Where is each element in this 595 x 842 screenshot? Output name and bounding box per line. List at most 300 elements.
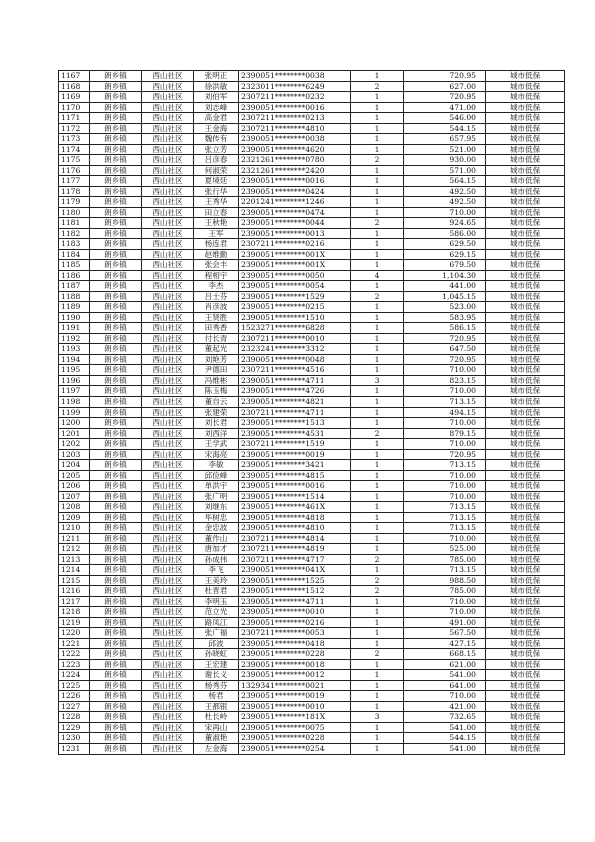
household-size-cell: 1 bbox=[351, 470, 404, 481]
town-cell: 朗乡镇 bbox=[90, 586, 142, 597]
category-cell: 城市低保 bbox=[486, 239, 565, 250]
table-row bbox=[59, 481, 565, 492]
town-cell: 朗乡镇 bbox=[90, 533, 142, 544]
household-size-cell: 1 bbox=[351, 302, 404, 313]
table-row bbox=[59, 123, 565, 134]
town-cell: 朗乡镇 bbox=[90, 659, 142, 670]
town-cell: 朗乡镇 bbox=[90, 649, 142, 660]
community-cell: 西山社区 bbox=[142, 502, 194, 513]
category-cell: 城市低保 bbox=[486, 670, 565, 681]
serial-number-cell: 1183 bbox=[59, 239, 90, 250]
amount-cell: 710.00 bbox=[404, 365, 486, 376]
amount-cell: 720.95 bbox=[404, 333, 486, 344]
household-size-cell: 1 bbox=[351, 460, 404, 471]
name-cell: 李敏 bbox=[194, 460, 239, 471]
table-row bbox=[59, 386, 565, 397]
community-cell: 西山社区 bbox=[142, 344, 194, 355]
serial-number-cell: 1185 bbox=[59, 260, 90, 271]
category-cell: 城市低保 bbox=[486, 586, 565, 597]
category-cell: 城市低保 bbox=[486, 659, 565, 670]
amount-cell: 541.00 bbox=[404, 670, 486, 681]
serial-number-cell: 1174 bbox=[59, 144, 90, 155]
household-size-cell: 1 bbox=[351, 386, 404, 397]
category-cell: 城市低保 bbox=[486, 407, 565, 418]
community-cell: 西山社区 bbox=[142, 659, 194, 670]
serial-number-cell: 1220 bbox=[59, 628, 90, 639]
id-number-cell: 2390051********1512 bbox=[239, 586, 351, 597]
id-number-cell: 2390051********1514 bbox=[239, 491, 351, 502]
serial-number-cell: 1205 bbox=[59, 470, 90, 481]
serial-number-cell: 1188 bbox=[59, 291, 90, 302]
town-cell: 朗乡镇 bbox=[90, 491, 142, 502]
name-cell: 李明玉 bbox=[194, 596, 239, 607]
name-cell: 毕树忠 bbox=[194, 512, 239, 523]
table-row bbox=[59, 113, 565, 124]
household-size-cell: 1 bbox=[351, 744, 404, 755]
town-cell: 朗乡镇 bbox=[90, 333, 142, 344]
table-row bbox=[59, 407, 565, 418]
table-row bbox=[59, 270, 565, 281]
serial-number-cell: 1228 bbox=[59, 712, 90, 723]
table-row bbox=[59, 439, 565, 450]
serial-number-cell: 1190 bbox=[59, 312, 90, 323]
amount-cell: 720.95 bbox=[404, 354, 486, 365]
category-cell: 城市低保 bbox=[486, 375, 565, 386]
table-row bbox=[59, 354, 565, 365]
community-cell: 西山社区 bbox=[142, 744, 194, 755]
name-cell: 杜长岭 bbox=[194, 712, 239, 723]
community-cell: 西山社区 bbox=[142, 638, 194, 649]
amount-cell: 988.50 bbox=[404, 575, 486, 586]
id-number-cell: 2390051********0215 bbox=[239, 302, 351, 313]
id-number-cell: 2390051********1513 bbox=[239, 418, 351, 429]
community-cell: 西山社区 bbox=[142, 523, 194, 534]
amount-cell: 785.00 bbox=[404, 554, 486, 565]
amount-cell: 586.15 bbox=[404, 323, 486, 334]
community-cell: 西山社区 bbox=[142, 407, 194, 418]
community-cell: 西山社区 bbox=[142, 544, 194, 555]
name-cell: 田立春 bbox=[194, 207, 239, 218]
household-size-cell: 1 bbox=[351, 596, 404, 607]
table-row bbox=[59, 649, 565, 660]
name-cell: 王金海 bbox=[194, 123, 239, 134]
name-cell: 刘长君 bbox=[194, 418, 239, 429]
table-row bbox=[59, 744, 565, 755]
household-size-cell: 1 bbox=[351, 354, 404, 365]
category-cell: 城市低保 bbox=[486, 596, 565, 607]
name-cell: 董作山 bbox=[194, 533, 239, 544]
name-cell: 王都银 bbox=[194, 701, 239, 712]
household-size-cell: 2 bbox=[351, 649, 404, 660]
amount-cell: 710.00 bbox=[404, 386, 486, 397]
household-size-cell: 1 bbox=[351, 365, 404, 376]
household-size-cell: 1 bbox=[351, 113, 404, 124]
name-cell: 孙成伟 bbox=[194, 554, 239, 565]
community-cell: 西山社区 bbox=[142, 270, 194, 281]
town-cell: 朗乡镇 bbox=[90, 302, 142, 313]
id-number-cell: 2390051********4711 bbox=[239, 375, 351, 386]
category-cell: 城市低保 bbox=[486, 575, 565, 586]
name-cell: 李飞 bbox=[194, 565, 239, 576]
serial-number-cell: 1173 bbox=[59, 134, 90, 145]
community-cell: 西山社区 bbox=[142, 418, 194, 429]
table-row bbox=[59, 249, 565, 260]
category-cell: 城市低保 bbox=[486, 312, 565, 323]
serial-number-cell: 1221 bbox=[59, 638, 90, 649]
table-row bbox=[59, 460, 565, 471]
id-number-cell: 2390051********0016 bbox=[239, 102, 351, 113]
community-cell: 西山社区 bbox=[142, 354, 194, 365]
name-cell: 杨君 bbox=[194, 691, 239, 702]
amount-cell: 713.15 bbox=[404, 523, 486, 534]
table-row bbox=[59, 186, 565, 197]
town-cell: 朗乡镇 bbox=[90, 544, 142, 555]
amount-cell: 544.15 bbox=[404, 733, 486, 744]
community-cell: 西山社区 bbox=[142, 449, 194, 460]
community-cell: 西山社区 bbox=[142, 733, 194, 744]
relief-roster-table bbox=[58, 70, 565, 755]
town-cell: 朗乡镇 bbox=[90, 144, 142, 155]
id-number-cell: 2390051********0054 bbox=[239, 281, 351, 292]
amount-cell: 710.00 bbox=[404, 481, 486, 492]
town-cell: 朗乡镇 bbox=[90, 712, 142, 723]
town-cell: 朗乡镇 bbox=[90, 439, 142, 450]
community-cell: 西山社区 bbox=[142, 281, 194, 292]
name-cell: 赵维勤 bbox=[194, 249, 239, 260]
id-number-cell: 2307211********0010 bbox=[239, 333, 351, 344]
community-cell: 西山社区 bbox=[142, 470, 194, 481]
serial-number-cell: 1230 bbox=[59, 733, 90, 744]
name-cell: 程相宇 bbox=[194, 270, 239, 281]
community-cell: 西山社区 bbox=[142, 134, 194, 145]
id-number-cell: 2390051********4726 bbox=[239, 386, 351, 397]
household-size-cell: 1 bbox=[351, 481, 404, 492]
town-cell: 朗乡镇 bbox=[90, 249, 142, 260]
id-number-cell: 2390051********0038 bbox=[239, 71, 351, 82]
category-cell: 城市低保 bbox=[486, 460, 565, 471]
id-number-cell: 2390051********4531 bbox=[239, 428, 351, 439]
id-number-cell: 2390051********0050 bbox=[239, 270, 351, 281]
category-cell: 城市低保 bbox=[486, 428, 565, 439]
amount-cell: 1,104.30 bbox=[404, 270, 486, 281]
category-cell: 城市低保 bbox=[486, 712, 565, 723]
town-cell: 朗乡镇 bbox=[90, 218, 142, 229]
serial-number-cell: 1203 bbox=[59, 449, 90, 460]
id-number-cell: 2307211********4810 bbox=[239, 123, 351, 134]
table-row bbox=[59, 418, 565, 429]
amount-cell: 710.00 bbox=[404, 418, 486, 429]
community-cell: 西山社区 bbox=[142, 554, 194, 565]
community-cell: 西山社区 bbox=[142, 102, 194, 113]
town-cell: 朗乡镇 bbox=[90, 722, 142, 733]
serial-number-cell: 1215 bbox=[59, 575, 90, 586]
serial-number-cell: 1178 bbox=[59, 186, 90, 197]
name-cell: 吕彦春 bbox=[194, 155, 239, 166]
category-cell: 城市低保 bbox=[486, 512, 565, 523]
household-size-cell: 1 bbox=[351, 281, 404, 292]
amount-cell: 710.00 bbox=[404, 491, 486, 502]
community-cell: 西山社区 bbox=[142, 596, 194, 607]
town-cell: 朗乡镇 bbox=[90, 197, 142, 208]
amount-cell: 441.00 bbox=[404, 281, 486, 292]
category-cell: 城市低保 bbox=[486, 123, 565, 134]
amount-cell: 494.15 bbox=[404, 407, 486, 418]
household-size-cell: 1 bbox=[351, 176, 404, 187]
serial-number-cell: 1217 bbox=[59, 596, 90, 607]
household-size-cell: 2 bbox=[351, 586, 404, 597]
serial-number-cell: 1224 bbox=[59, 670, 90, 681]
amount-cell: 710.00 bbox=[404, 207, 486, 218]
amount-cell: 713.15 bbox=[404, 512, 486, 523]
name-cell: 谢长义 bbox=[194, 670, 239, 681]
serial-number-cell: 1170 bbox=[59, 102, 90, 113]
community-cell: 西山社区 bbox=[142, 218, 194, 229]
table-row bbox=[59, 71, 565, 82]
table-row bbox=[59, 134, 565, 145]
id-number-cell: 2390051********0474 bbox=[239, 207, 351, 218]
amount-cell: 713.15 bbox=[404, 502, 486, 513]
amount-cell: 710.00 bbox=[404, 439, 486, 450]
household-size-cell: 1 bbox=[351, 502, 404, 513]
id-number-cell: 1329341********0021 bbox=[239, 680, 351, 691]
community-cell: 西山社区 bbox=[142, 617, 194, 628]
category-cell: 城市低保 bbox=[486, 207, 565, 218]
table-row bbox=[59, 701, 565, 712]
table-row bbox=[59, 638, 565, 649]
category-cell: 城市低保 bbox=[486, 386, 565, 397]
town-cell: 朗乡镇 bbox=[90, 481, 142, 492]
serial-number-cell: 1212 bbox=[59, 544, 90, 555]
serial-number-cell: 1182 bbox=[59, 228, 90, 239]
community-cell: 西山社区 bbox=[142, 460, 194, 471]
community-cell: 西山社区 bbox=[142, 565, 194, 576]
town-cell: 朗乡镇 bbox=[90, 628, 142, 639]
name-cell: 金忠波 bbox=[194, 523, 239, 534]
household-size-cell: 1 bbox=[351, 134, 404, 145]
category-cell: 城市低保 bbox=[486, 281, 565, 292]
household-size-cell: 1 bbox=[351, 680, 404, 691]
serial-number-cell: 1211 bbox=[59, 533, 90, 544]
id-number-cell: 2390051********0010 bbox=[239, 607, 351, 618]
serial-number-cell: 1197 bbox=[59, 386, 90, 397]
id-number-cell: 2307211********4717 bbox=[239, 554, 351, 565]
household-size-cell: 3 bbox=[351, 712, 404, 723]
category-cell: 城市低保 bbox=[486, 144, 565, 155]
community-cell: 西山社区 bbox=[142, 302, 194, 313]
amount-cell: 523.00 bbox=[404, 302, 486, 313]
category-cell: 城市低保 bbox=[486, 270, 565, 281]
town-cell: 朗乡镇 bbox=[90, 418, 142, 429]
serial-number-cell: 1229 bbox=[59, 722, 90, 733]
name-cell: 张立芳 bbox=[194, 144, 239, 155]
name-cell: 刘志峰 bbox=[194, 102, 239, 113]
town-cell: 朗乡镇 bbox=[90, 565, 142, 576]
category-cell: 城市低保 bbox=[486, 197, 565, 208]
serial-number-cell: 1214 bbox=[59, 565, 90, 576]
table-row bbox=[59, 659, 565, 670]
name-cell: 夏境廷 bbox=[194, 176, 239, 187]
town-cell: 朗乡镇 bbox=[90, 102, 142, 113]
community-cell: 西山社区 bbox=[142, 207, 194, 218]
name-cell: 田秀香 bbox=[194, 323, 239, 334]
name-cell: 王美玲 bbox=[194, 575, 239, 586]
amount-cell: 541.00 bbox=[404, 744, 486, 755]
id-number-cell: 2307211********4819 bbox=[239, 544, 351, 555]
community-cell: 西山社区 bbox=[142, 491, 194, 502]
community-cell: 西山社区 bbox=[142, 701, 194, 712]
serial-number-cell: 1202 bbox=[59, 439, 90, 450]
serial-number-cell: 1179 bbox=[59, 197, 90, 208]
amount-cell: 627.00 bbox=[404, 81, 486, 92]
amount-cell: 546.00 bbox=[404, 113, 486, 124]
table-row bbox=[59, 144, 565, 155]
household-size-cell: 1 bbox=[351, 733, 404, 744]
id-number-cell: 2390051********4810 bbox=[239, 523, 351, 534]
serial-number-cell: 1201 bbox=[59, 428, 90, 439]
town-cell: 朗乡镇 bbox=[90, 512, 142, 523]
id-number-cell: 1523271********6828 bbox=[239, 323, 351, 334]
community-cell: 西山社区 bbox=[142, 144, 194, 155]
name-cell: 王秀华 bbox=[194, 197, 239, 208]
town-cell: 朗乡镇 bbox=[90, 680, 142, 691]
community-cell: 西山社区 bbox=[142, 628, 194, 639]
id-number-cell: 2390051********4620 bbox=[239, 144, 351, 155]
serial-number-cell: 1186 bbox=[59, 270, 90, 281]
household-size-cell: 3 bbox=[351, 375, 404, 386]
id-number-cell: 2307211********4711 bbox=[239, 407, 351, 418]
id-number-cell: 2307211********0216 bbox=[239, 239, 351, 250]
category-cell: 城市低保 bbox=[486, 81, 565, 92]
id-number-cell: 2307211********0232 bbox=[239, 92, 351, 103]
community-cell: 西山社区 bbox=[142, 439, 194, 450]
household-size-cell: 2 bbox=[351, 155, 404, 166]
table-row bbox=[59, 470, 565, 481]
category-cell: 城市低保 bbox=[486, 481, 565, 492]
category-cell: 城市低保 bbox=[486, 733, 565, 744]
serial-number-cell: 1218 bbox=[59, 607, 90, 618]
name-cell: 杨秀芬 bbox=[194, 680, 239, 691]
amount-cell: 621.00 bbox=[404, 659, 486, 670]
category-cell: 城市低保 bbox=[486, 71, 565, 82]
amount-cell: 879.15 bbox=[404, 428, 486, 439]
category-cell: 城市低保 bbox=[486, 228, 565, 239]
household-size-cell: 1 bbox=[351, 228, 404, 239]
town-cell: 朗乡镇 bbox=[90, 92, 142, 103]
town-cell: 朗乡镇 bbox=[90, 113, 142, 124]
table-row bbox=[59, 197, 565, 208]
category-cell: 城市低保 bbox=[486, 344, 565, 355]
household-size-cell: 1 bbox=[351, 607, 404, 618]
table-row bbox=[59, 323, 565, 334]
table-row bbox=[59, 607, 565, 618]
roster-body bbox=[59, 71, 565, 755]
serial-number-cell: 1191 bbox=[59, 323, 90, 334]
town-cell: 朗乡镇 bbox=[90, 617, 142, 628]
serial-number-cell: 1184 bbox=[59, 249, 90, 260]
household-size-cell: 1 bbox=[351, 418, 404, 429]
town-cell: 朗乡镇 bbox=[90, 323, 142, 334]
town-cell: 朗乡镇 bbox=[90, 71, 142, 82]
name-cell: 刘西洋 bbox=[194, 428, 239, 439]
community-cell: 西山社区 bbox=[142, 71, 194, 82]
household-size-cell: 1 bbox=[351, 323, 404, 334]
household-size-cell: 2 bbox=[351, 81, 404, 92]
id-number-cell: 2201241********1246 bbox=[239, 197, 351, 208]
name-cell: 宋再山 bbox=[194, 722, 239, 733]
id-number-cell: 2307211********4516 bbox=[239, 365, 351, 376]
town-cell: 朗乡镇 bbox=[90, 575, 142, 586]
id-number-cell: 2390051********0216 bbox=[239, 617, 351, 628]
town-cell: 朗乡镇 bbox=[90, 428, 142, 439]
category-cell: 城市低保 bbox=[486, 365, 565, 376]
serial-number-cell: 1196 bbox=[59, 375, 90, 386]
category-cell: 城市低保 bbox=[486, 260, 565, 271]
category-cell: 城市低保 bbox=[486, 607, 565, 618]
id-number-cell: 2390051********0018 bbox=[239, 659, 351, 670]
household-size-cell: 1 bbox=[351, 165, 404, 176]
name-cell: 何淑荣 bbox=[194, 165, 239, 176]
town-cell: 朗乡镇 bbox=[90, 554, 142, 565]
id-number-cell: 2390051********4711 bbox=[239, 596, 351, 607]
town-cell: 朗乡镇 bbox=[90, 281, 142, 292]
town-cell: 朗乡镇 bbox=[90, 470, 142, 481]
amount-cell: 710.00 bbox=[404, 691, 486, 702]
community-cell: 西山社区 bbox=[142, 396, 194, 407]
town-cell: 朗乡镇 bbox=[90, 291, 142, 302]
table-row bbox=[59, 102, 565, 113]
community-cell: 西山社区 bbox=[142, 375, 194, 386]
name-cell: 张会丰 bbox=[194, 260, 239, 271]
household-size-cell: 1 bbox=[351, 239, 404, 250]
community-cell: 西山社区 bbox=[142, 691, 194, 702]
name-cell: 宋海亮 bbox=[194, 449, 239, 460]
table-row bbox=[59, 617, 565, 628]
household-size-cell: 1 bbox=[351, 396, 404, 407]
amount-cell: 492.50 bbox=[404, 197, 486, 208]
id-number-cell: 2321261********2420 bbox=[239, 165, 351, 176]
category-cell: 城市低保 bbox=[486, 249, 565, 260]
community-cell: 西山社区 bbox=[142, 607, 194, 618]
serial-number-cell: 1216 bbox=[59, 586, 90, 597]
amount-cell: 471.00 bbox=[404, 102, 486, 113]
amount-cell: 1,045.15 bbox=[404, 291, 486, 302]
table-row bbox=[59, 680, 565, 691]
name-cell: 陈玉梅 bbox=[194, 386, 239, 397]
town-cell: 朗乡镇 bbox=[90, 744, 142, 755]
id-number-cell: 2390051********001X bbox=[239, 249, 351, 260]
amount-cell: 732.65 bbox=[404, 712, 486, 723]
table-row bbox=[59, 544, 565, 555]
name-cell: 唐加才 bbox=[194, 544, 239, 555]
amount-cell: 641.00 bbox=[404, 680, 486, 691]
serial-number-cell: 1210 bbox=[59, 523, 90, 534]
id-number-cell: 2390051********0424 bbox=[239, 186, 351, 197]
serial-number-cell: 1225 bbox=[59, 680, 90, 691]
id-number-cell: 2390051********0016 bbox=[239, 176, 351, 187]
community-cell: 西山社区 bbox=[142, 155, 194, 166]
community-cell: 西山社区 bbox=[142, 239, 194, 250]
name-cell: 冯维彬 bbox=[194, 375, 239, 386]
serial-number-cell: 1167 bbox=[59, 71, 90, 82]
category-cell: 城市低保 bbox=[486, 638, 565, 649]
community-cell: 西山社区 bbox=[142, 249, 194, 260]
community-cell: 西山社区 bbox=[142, 575, 194, 586]
household-size-cell: 1 bbox=[351, 71, 404, 82]
table-row bbox=[59, 81, 565, 92]
name-cell: 张广明 bbox=[194, 491, 239, 502]
town-cell: 朗乡镇 bbox=[90, 176, 142, 187]
name-cell: 付长青 bbox=[194, 333, 239, 344]
